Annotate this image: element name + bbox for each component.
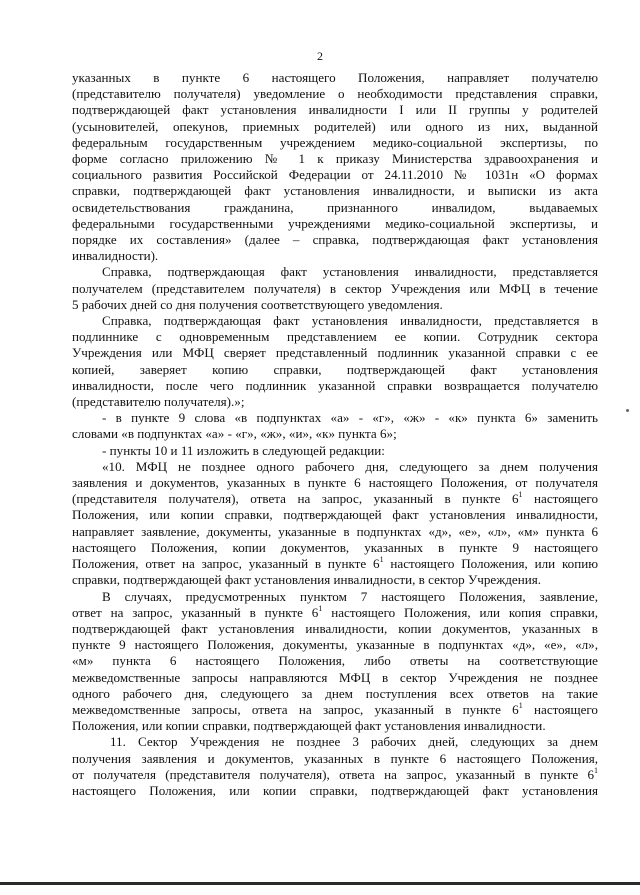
text-fragment: (представителя получателя), ответа на запрос, указанный в пункте 6 bbox=[72, 491, 519, 507]
text-fragment: от получателя (представителя получателя), ответа на запрос, указанный в пункте 6 bbox=[72, 766, 594, 782]
text-line: «10. МФЦ не позднее одного рабочего дня, следующего за днем получения bbox=[102, 458, 598, 474]
paragraph-certificate-submission bbox=[72, 264, 598, 313]
text-line: словами «в подпунктах «а» - «г», «ж», «и», «к» пункта 6»; bbox=[72, 426, 397, 442]
text-line: Справка, подтверждающая факт установления инвалидности, представляется bbox=[102, 264, 598, 280]
text-line: порядке их составления» (далее – справка, подтверждающая факт установления bbox=[72, 232, 598, 248]
text-line bbox=[72, 491, 598, 507]
superscript: 1 bbox=[379, 555, 384, 565]
text-line: одного рабочего дня, следующего за днем поступления всех ответов на такие bbox=[72, 685, 598, 701]
text-fragment: настоящего Положения, или копию bbox=[383, 556, 599, 572]
text-line bbox=[72, 767, 598, 783]
text-line: подтверждающей факт установления инвалидности, копии документов, указанных в bbox=[72, 620, 598, 636]
text-fragment: настоящего bbox=[522, 701, 598, 717]
document-body bbox=[72, 70, 598, 799]
text-line: межведомственные запросы направляются МФЦ в сектор Учреждения не позднее bbox=[72, 669, 598, 685]
paragraph-certificate-original bbox=[72, 313, 598, 410]
text-line: «м» пункта 6 настоящего Положения, либо ответы на соответствующие bbox=[72, 653, 598, 669]
text-line: настоящего Положения, копии документов, указанных в пункте 9 настоящего bbox=[72, 539, 598, 555]
text-line: (усыновителей, опекунов, приемных родителей) или одного из них, выданной bbox=[72, 118, 598, 134]
text-line: В случаях, предусмотренных пунктом 7 настоящего Положения, заявление, bbox=[102, 588, 598, 604]
text-line: Учреждения или МФЦ сверяет представленный подлинник указанной справки с ее bbox=[72, 345, 598, 361]
text-line: указанных в пункте 6 настоящего Положения, направляет получателю bbox=[72, 70, 598, 85]
text-line: Справка, подтверждающая факт установления инвалидности, представляется в bbox=[102, 313, 598, 329]
text-line: (представителю получателя).»; bbox=[72, 394, 245, 410]
text-line: 11. Сектор Учреждения не позднее 3 рабочих дней, следующих за днем bbox=[110, 734, 598, 750]
text-line: федеральными государственными учреждениями медико-социальной экспертизы, и bbox=[72, 215, 598, 231]
paragraph-amend-points-10-11 bbox=[72, 443, 598, 459]
text-line: форме согласно приложению № 1 к приказу Министерства здравоохранения и bbox=[72, 151, 598, 167]
text-fragment: настоящего Положения, или копия справки, bbox=[322, 604, 599, 620]
paragraph-point-7-cases bbox=[72, 589, 598, 735]
text-line: справки, подтверждающей факт установления инвалидности, в сектор Учреждения. bbox=[72, 572, 542, 588]
text-line: справки, подтверждающей факт установления инвалидности, и выписки из акта bbox=[72, 183, 598, 199]
text-line: (представителю получателя) уведомление о необходимости представления справки, bbox=[72, 86, 598, 102]
text-fragment: межведомственные запросы, ответа на запрос, указанный в пункте 6 bbox=[72, 701, 519, 717]
text-line bbox=[72, 605, 598, 621]
page-bottom-edge bbox=[0, 882, 640, 885]
superscript: 1 bbox=[518, 700, 523, 710]
superscript: 1 bbox=[318, 603, 323, 613]
text-fragment: Положения, ответ на запрос, указанный в пункте 6 bbox=[72, 556, 380, 572]
text-line: направляет заявление, документы, указанные в подпунктах «д», «е», «л», «м» пункта 6 bbox=[72, 523, 598, 539]
text-line: копией, заверяет копию справки, подтверждающей факт установления bbox=[72, 361, 598, 377]
text-fragment: настоящего bbox=[522, 491, 598, 507]
text-line: Положения, или копии справки, подтверждающей факт установления инвалидности. bbox=[72, 718, 546, 734]
text-line: заявления и документов, указанных в пункте 6 настоящего Положения, от получателя bbox=[72, 475, 598, 491]
text-line: Положения, или копии справки, подтверждающей факт установления инвалидности, bbox=[72, 507, 598, 523]
text-line: 5 рабочих дней со дня получения соответствующего уведомления. bbox=[72, 296, 443, 312]
text-line: получения заявления и документов, указанных в пункте 6 настоящего Положения, bbox=[72, 750, 598, 766]
text-line: - пункты 10 и 11 изложить в следующей редакции: bbox=[102, 442, 385, 458]
text-line: подлиннике с одновременным представлением ее копии. Сотрудник сектора bbox=[72, 329, 598, 345]
text-line: получателем (представителем получателя) в сектор Учреждения или МФЦ в течение bbox=[72, 280, 598, 296]
paragraph-point-10 bbox=[72, 459, 598, 589]
text-line: социального развития Российской Федерации от 24.11.2010 № 1031н «О формах bbox=[72, 167, 598, 183]
text-line: освидетельствования гражданина, признанного инвалидом, выдаваемых bbox=[72, 199, 598, 215]
superscript: 1 bbox=[594, 765, 598, 775]
text-line: - в пункте 9 слова «в подпунктах «а» - «г», «ж» - «к» пункта 6» заменить bbox=[102, 410, 598, 426]
text-line: инвалидности, после чего подлинник указанной справки возвращается получателю bbox=[72, 377, 598, 393]
paragraph-notice bbox=[72, 70, 598, 264]
superscript: 1 bbox=[518, 490, 523, 500]
text-line: подтверждающей факт установления инвалидности I или II группы у родителей bbox=[72, 102, 598, 118]
text-fragment: ответ на запрос, указанный в пункте 6 bbox=[72, 604, 319, 620]
paragraph-amend-point-9 bbox=[72, 410, 598, 442]
page-number: 2 bbox=[317, 49, 323, 63]
text-line: федеральным государственным учреждением медико-социальной экспертизы, по bbox=[72, 134, 598, 150]
text-line: инвалидности). bbox=[72, 248, 159, 264]
text-line: настоящего Положения, или копии справки, подтверждающей факт установления bbox=[72, 782, 598, 798]
paragraph-point-11 bbox=[72, 734, 598, 799]
text-line: пункте 9 настоящего Положения, документы, указанные в подпунктах «д», «е», «л», bbox=[72, 637, 598, 653]
scan-speck bbox=[626, 409, 629, 412]
text-line bbox=[72, 556, 598, 572]
text-line bbox=[72, 702, 598, 718]
